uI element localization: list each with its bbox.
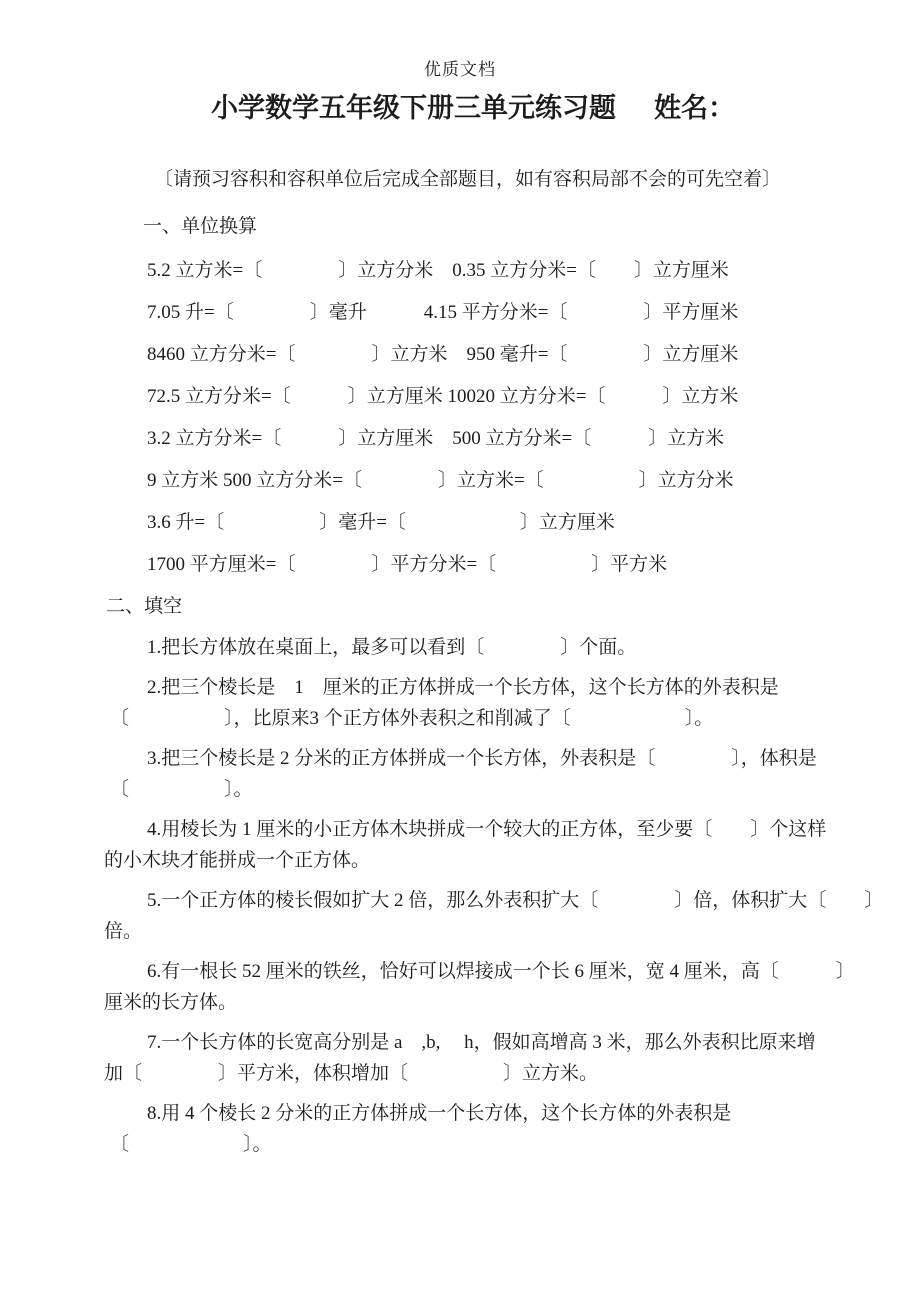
fill-blank-items	[0, 632, 920, 1160]
worksheet-title: 小学数学五年级下册三单元练习题	[211, 93, 616, 123]
fill-blank-line: 8.用 4 个棱长 2 分米的正方体拼成一个长方体，这个长方体的外表积是	[147, 1103, 732, 1124]
conversion-line: 1700 平方厘米=〔 〕平方分米=〔 〕平方米	[147, 554, 668, 575]
section2-heading: 二、填空	[106, 596, 183, 617]
section-unit-conversion	[0, 211, 920, 586]
fill-blank-line: 〔 〕。	[110, 1134, 272, 1155]
name-label: 姓名：	[654, 93, 735, 123]
conversion-line: 3.6 升=〔 〕毫升=〔 〕立方厘米	[147, 512, 615, 533]
doc-watermark: 优质文档	[424, 60, 496, 79]
page-title	[211, 86, 920, 125]
fill-blank-item	[0, 743, 920, 805]
fill-blank-item	[0, 956, 920, 1018]
fill-blank-line: 3.把三个棱长是 2 分米的正方体拼成一个长方体，外表积是〔 〕，体积是	[147, 748, 817, 769]
fill-blank-line: 〔 〕。	[110, 779, 253, 800]
fill-blank-item	[0, 885, 920, 947]
conversion-lines	[0, 250, 920, 586]
instruction-note: 〔请预习容积和容积单位后完成全部题目，如有容积局部不会的可先空着〕	[154, 169, 782, 190]
fill-blank-line: 5.一个正方体的棱长假如扩大 2 倍，那么外表积扩大〔 〕倍，体积扩大〔 〕	[147, 890, 884, 911]
fill-blank-line: 〔 〕，比原来3 个正方体外表积之和削减了〔 〕。	[110, 708, 714, 729]
conversion-line: 9 立方米 500 立方分米=〔 〕立方米=〔 〕立方分米	[147, 470, 734, 491]
fill-blank-item	[0, 814, 920, 876]
fill-blank-item	[0, 1098, 920, 1160]
conversion-line: 8460 立方分米=〔 〕立方米 950 毫升=〔 〕立方厘米	[147, 344, 739, 365]
section1-heading: 一、单位换算	[143, 216, 258, 237]
fill-blank-line: 倍。	[104, 921, 143, 942]
conversion-line: 72.5 立方分米=〔 〕立方厘米 10020 立方分米=〔 〕立方米	[147, 386, 739, 407]
conversion-line: 5.2 立方米=〔 〕立方分米 0.35 立方分米=〔 〕立方厘米	[147, 260, 729, 281]
fill-blank-line: 的小木块才能拼成一个正方体。	[104, 850, 371, 871]
fill-blank-item	[0, 1027, 920, 1089]
fill-blank-line: 1.把长方体放在桌面上，最多可以看到〔 〕个面。	[147, 637, 637, 658]
fill-blank-item	[0, 672, 920, 734]
fill-blank-line: 4.用棱长为 1 厘米的小正方体木块拼成一个较大的正方体，至少要〔 〕个这样	[147, 819, 827, 840]
section-fill-blanks	[0, 591, 920, 1160]
fill-blank-line: 加〔 〕平方米，体积增加〔 〕立方米。	[104, 1063, 599, 1084]
fill-blank-line: 6.有一根长 52 厘米的铁丝，恰好可以焊接成一个长 6 厘米，宽 4 厘米，高〔 〕	[147, 961, 855, 982]
fill-blank-line: 7.一个长方体的长宽高分别是 a ,b, h，假如高增高 3 米，那么外表积比原来增	[147, 1032, 816, 1053]
fill-blank-item	[0, 632, 920, 663]
fill-blank-line: 2.把三个棱长是 1 厘米的正方体拼成一个长方体，这个长方体的外表积是	[147, 677, 779, 698]
fill-blank-line: 厘米的长方体。	[104, 992, 238, 1013]
conversion-line: 3.2 立方分米=〔 〕立方厘米 500 立方分米=〔 〕立方米	[147, 428, 725, 449]
conversion-line: 7.05 升=〔 〕毫升 4.15 平方分米=〔 〕平方厘米	[147, 302, 739, 323]
